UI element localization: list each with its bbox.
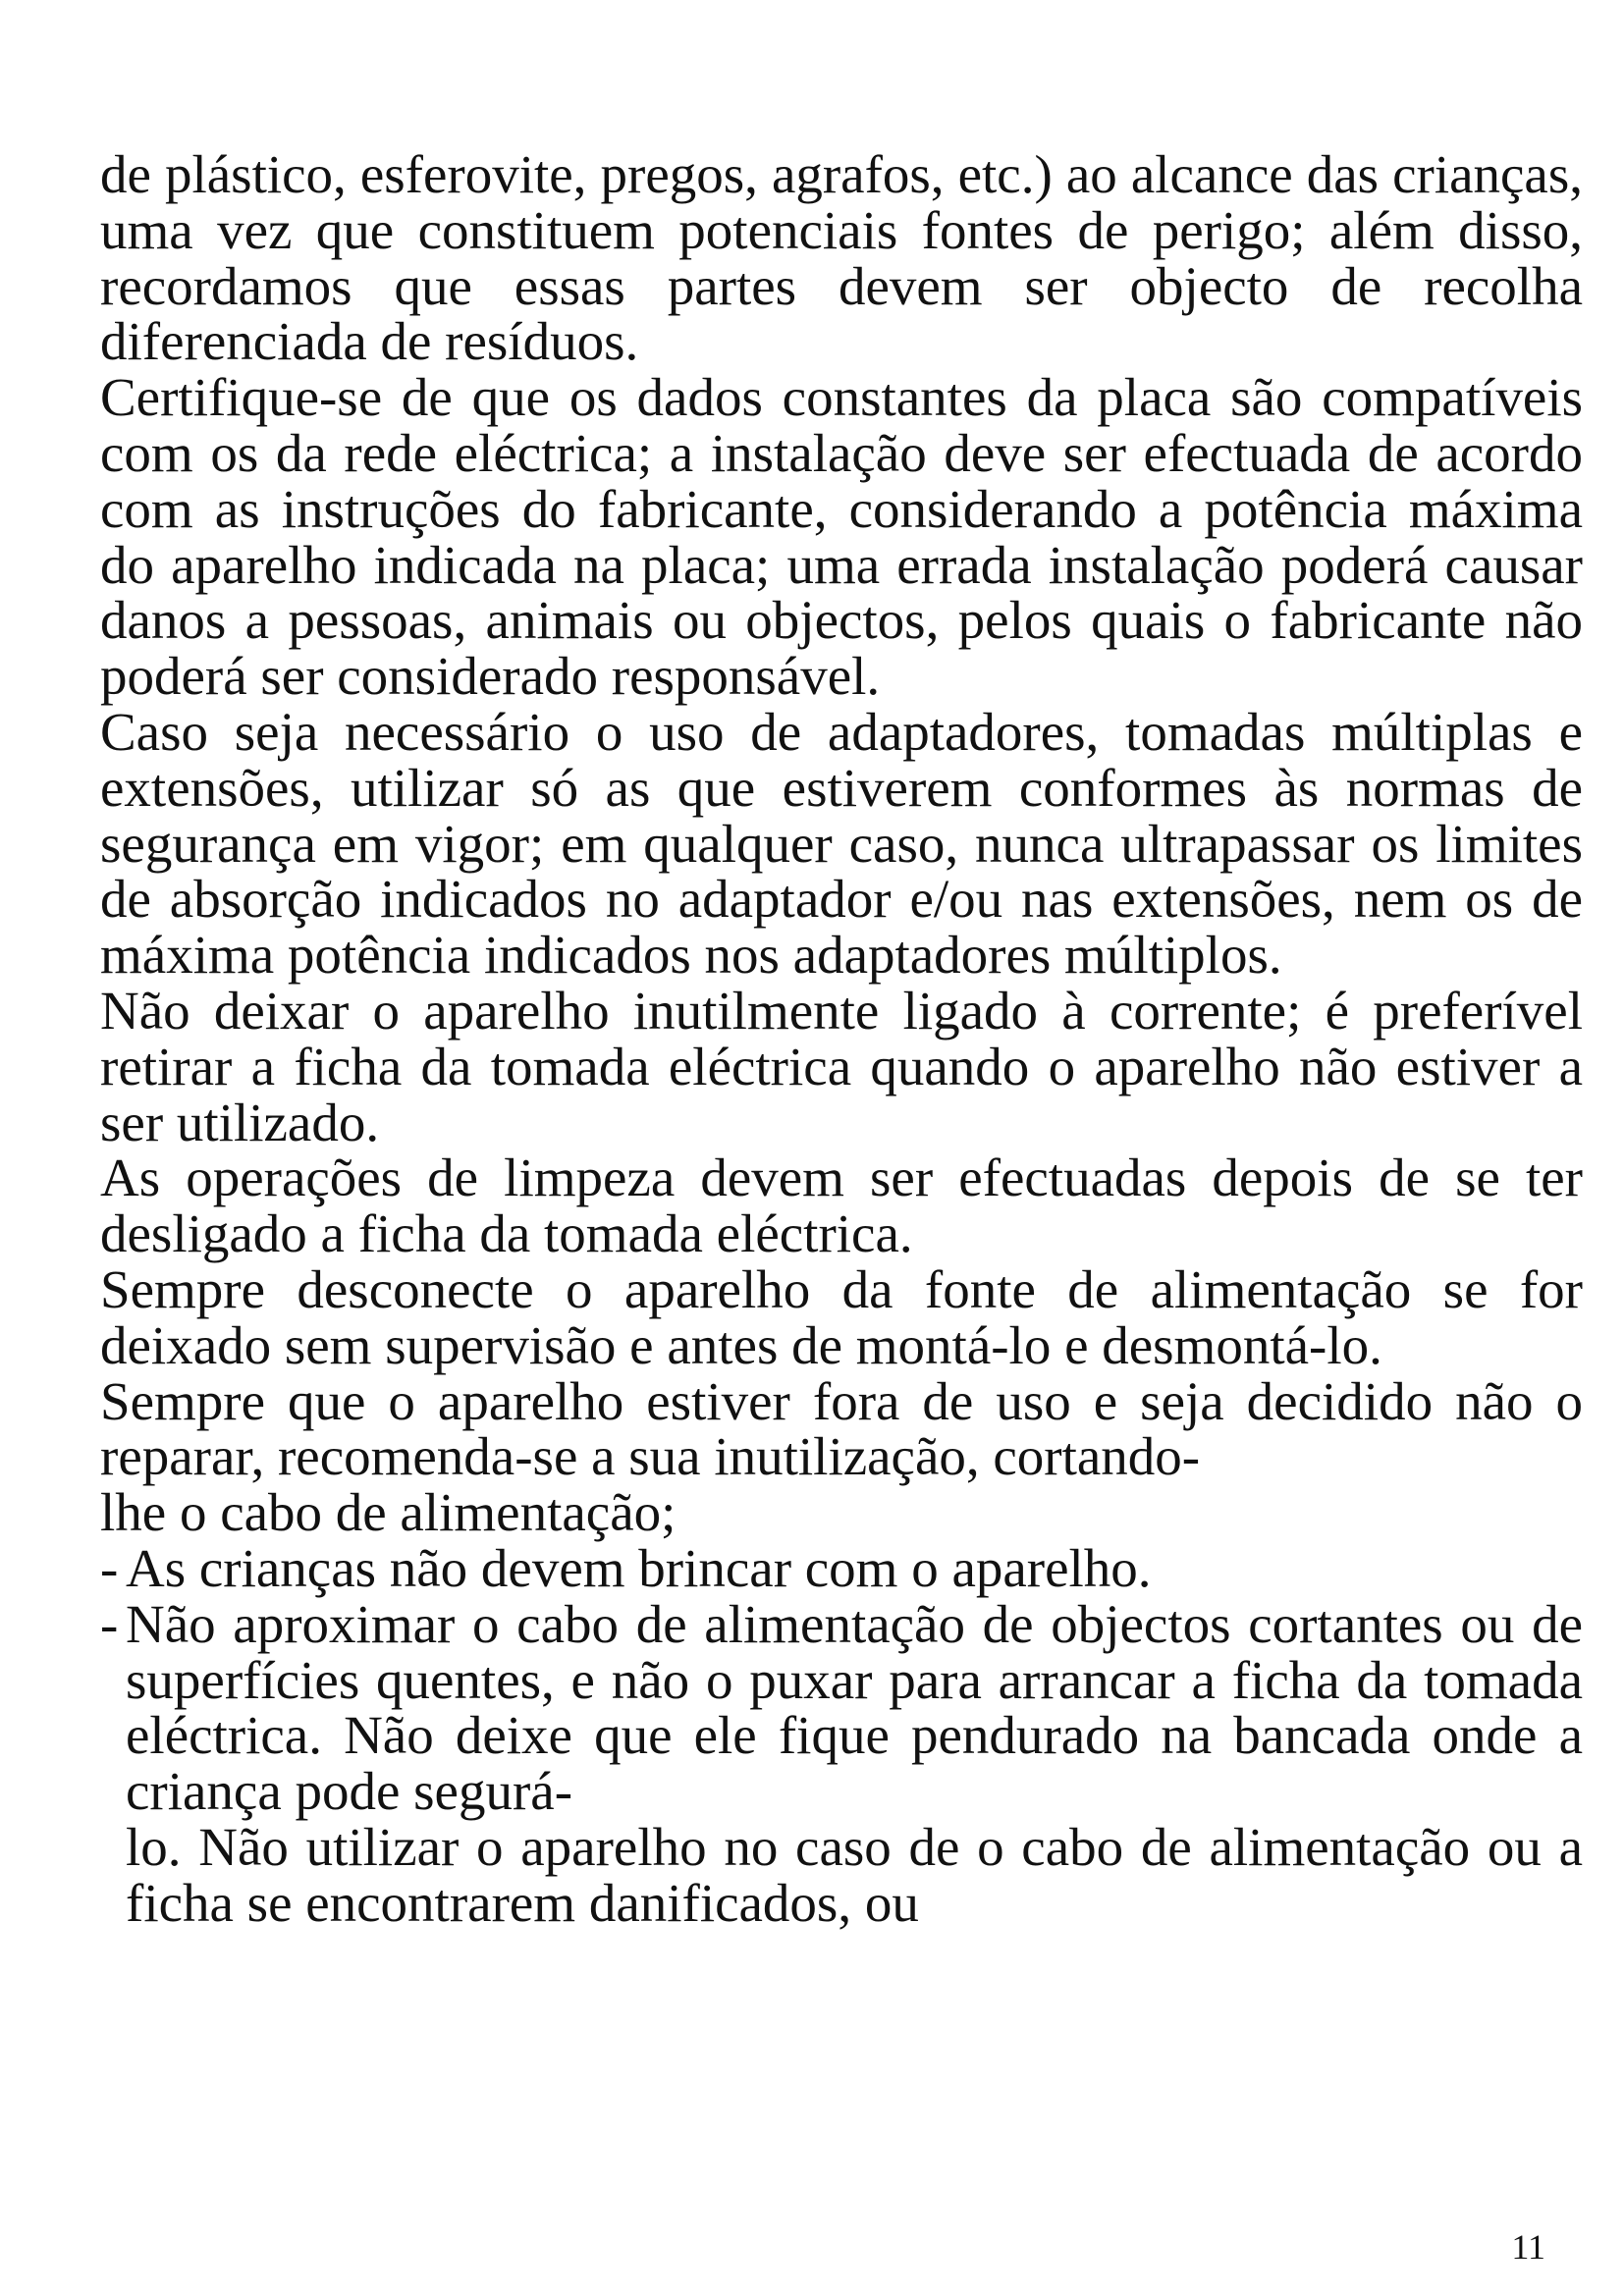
paragraph-adapters: Caso seja necessário o uso de adaptadores, tomadas múltiplas e extensões, utilizar só as que estiverem conformes às normas de segurança em vigor; em qualquer caso, nunca ultrapassar os limites de absorção indicados no adaptador e/ou nas extensões, nem os de máxima potência indicados nos adaptadores múltiplos. xyxy=(100,701,1583,986)
paragraph-disposal: Sempre que o aparelho estiver fora de uso e seja decidido não o reparar, recomenda-se a sua inutilização, cortando- lhe o cabo de alimentação; xyxy=(100,1370,1583,1543)
bullet-dash: - xyxy=(100,1593,119,1654)
bullet-list xyxy=(100,1537,1583,1933)
bullet-dash: - xyxy=(100,1537,119,1598)
paragraph-packaging-warning: de plástico, esferovite, pregos, agrafos, etc.) ao alcance das crianças, uma vez que constituem potenciais fontes de perigo; além disso, recordamos que essas partes devem ser objecto de recolha diferenciada de resíduos. xyxy=(100,144,1583,372)
paragraph-unplug: Não deixar o aparelho inutilmente ligado à corrente; é preferível retirar a ficha da tomada eléctrica quando o aparelho não estiver a ser utilizado. xyxy=(100,980,1583,1152)
paragraph-cleaning: As operações de limpeza devem ser efectuadas depois de se ter desligado a ficha da tomada eléctrica. xyxy=(100,1148,1583,1264)
list-item xyxy=(100,1593,1583,1933)
paragraph-rating-plate: Certifique-se de que os dados constantes da placa são compatíveis com os da rede eléctrica; a instalação deve ser efectuada de acordo com as instruções do fabricante, considerando a potência máxima do aparelho indicada na placa; uma errada instalação poderá causar danos a pessoas, animais ou objectos, pelos quais o fabricante não poderá ser considerado responsável. xyxy=(100,367,1583,707)
paragraph-disconnect: Sempre desconecte o aparelho da fonte de alimentação se for deixado sem supervisão e antes de montá-lo e desmontá-lo. xyxy=(100,1258,1583,1375)
list-item xyxy=(100,1537,1583,1598)
bullet-text: As crianças não devem brincar com o aparelho. xyxy=(126,1537,1152,1598)
page-number: 11 xyxy=(1511,2227,1545,2267)
document-page xyxy=(100,144,1583,1933)
bullet-text: Não aproximar o cabo de alimentação de objectos cortantes ou de superfícies quentes, e não o puxar para arrancar a ficha da tomada eléctrica. Não deixe que ele fique pendurado na bancada onde a criança pode segurá- lo. Não utilizar o aparelho no caso de o cabo de alimentação ou a ficha se encontrarem danificados, ou xyxy=(126,1593,1583,1933)
